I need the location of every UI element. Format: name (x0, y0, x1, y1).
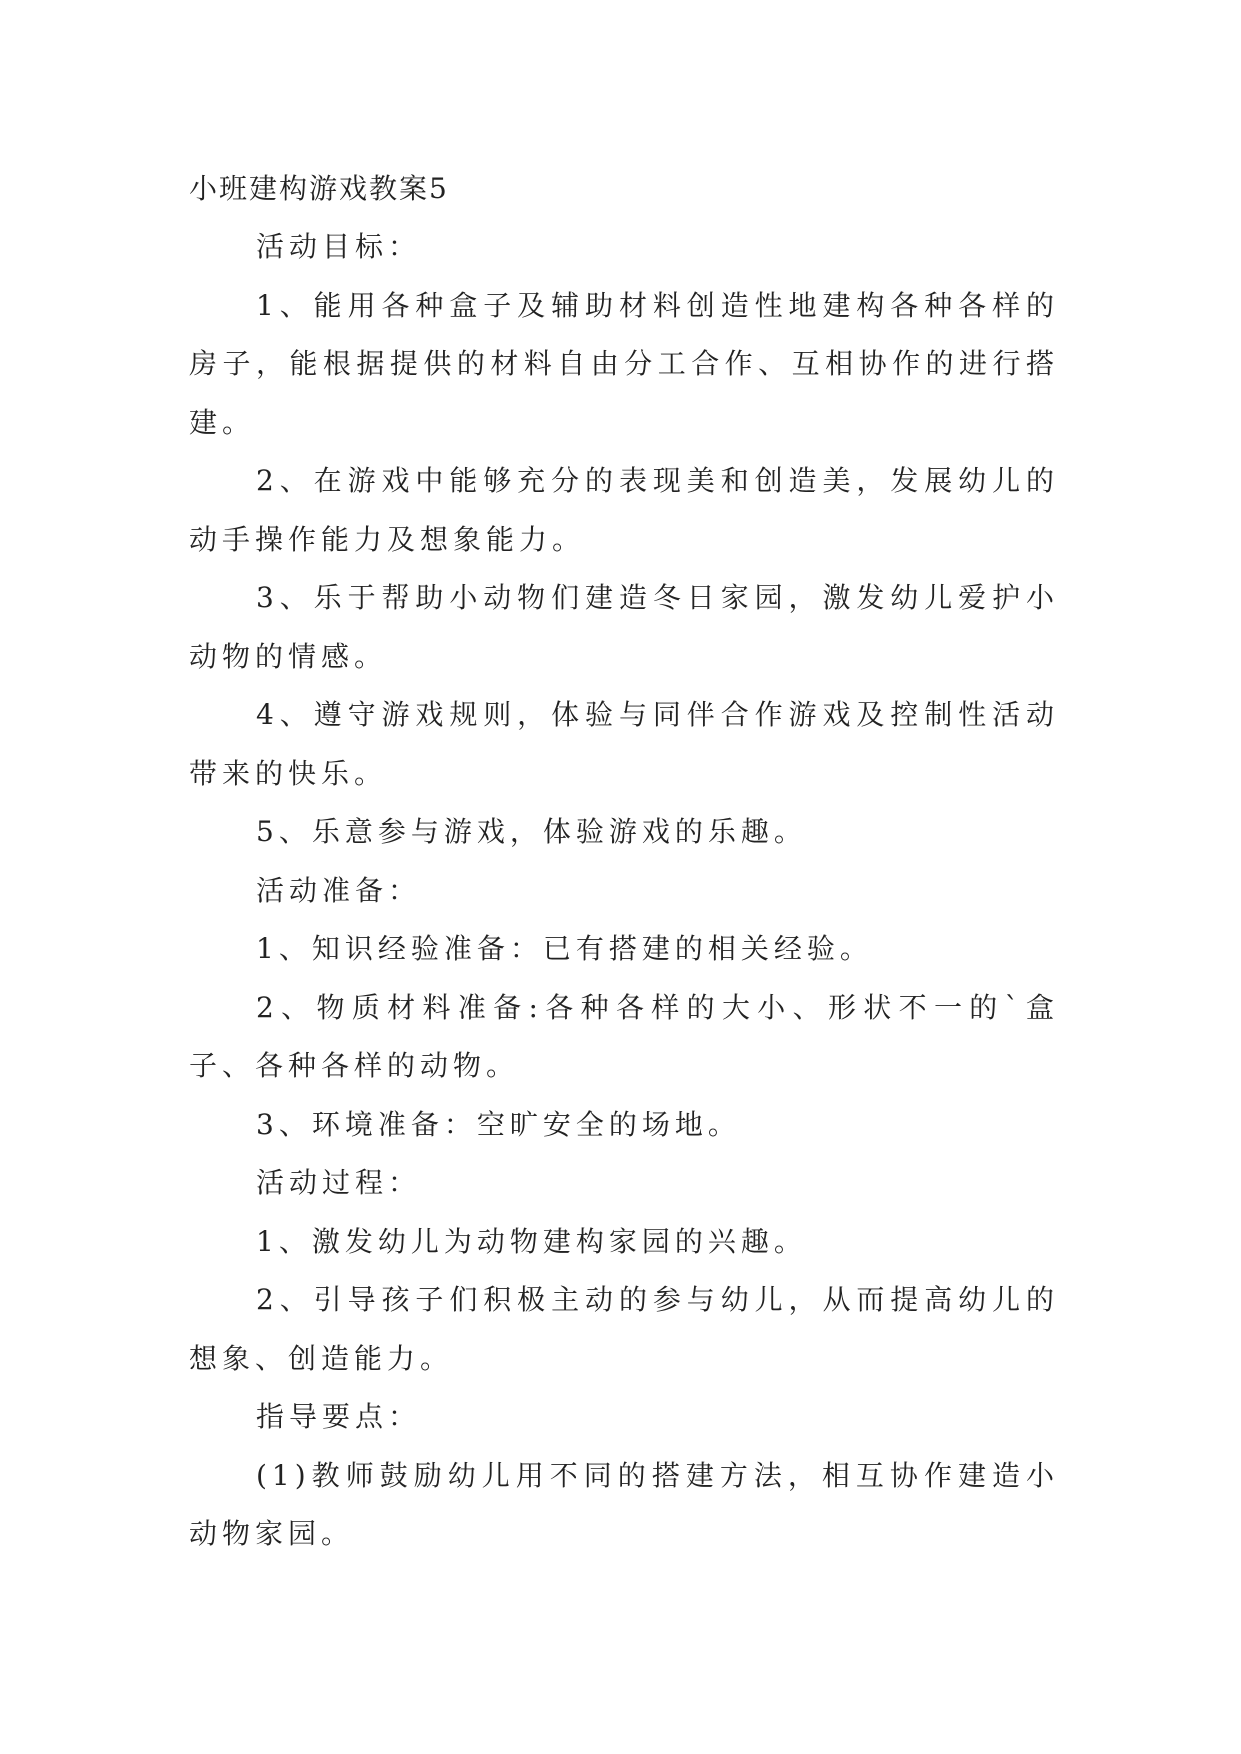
paragraph-process-heading: 活动过程： (256, 1166, 422, 1199)
paragraph-goal-3: 3、乐于帮助小动物们建造冬日家园，激发幼儿爱护小动物的情感。 (189, 581, 1059, 673)
paragraph-guidance-heading: 指导要点： (256, 1400, 422, 1433)
paragraph-goal-1: 1、能用各种盒子及辅助材料创造性地建构各种各样的房子，能根据提供的材料自由分工合作、互相协作的进行搭建。 (189, 288, 1059, 439)
paragraph-goals-heading: 活动目标： (256, 230, 422, 263)
paragraph-preparation-3: 3、环境准备：空旷安全的场地。 (256, 1107, 741, 1141)
paragraph-goal-5: 5、乐意参与游戏，体验游戏的乐趣。 (256, 815, 807, 848)
document-title: 小班建构游戏教案5 (189, 172, 449, 205)
paragraph-preparation-heading: 活动准备： (256, 873, 422, 907)
paragraph-preparation-1: 1、知识经验准备：已有搭建的相关经验。 (256, 932, 873, 965)
paragraph-process-1: 1、激发幼儿为动物建构家园的兴趣。 (256, 1224, 807, 1258)
document-page (189, 160, 1059, 1564)
paragraph-goal-2: 2、在游戏中能够充分的表现美和创造美，发展幼儿的动手操作能力及想象能力。 (189, 464, 1059, 556)
paragraph-goal-4: 4、遵守游戏规则，体验与同伴合作游戏及控制性活动带来的快乐。 (189, 698, 1059, 790)
paragraph-process-2: 2、引导孩子们积极主动的参与幼儿，从而提高幼儿的想象、创造能力。 (189, 1283, 1059, 1375)
paragraph-preparation-2: 2、物质材料准备:各种各样的大小、形状不一的`盒子、各种各样的动物。 (189, 990, 1059, 1082)
paragraph-guidance-1: (1)教师鼓励幼儿用不同的搭建方法，相互协作建造小动物家园。 (189, 1458, 1059, 1550)
